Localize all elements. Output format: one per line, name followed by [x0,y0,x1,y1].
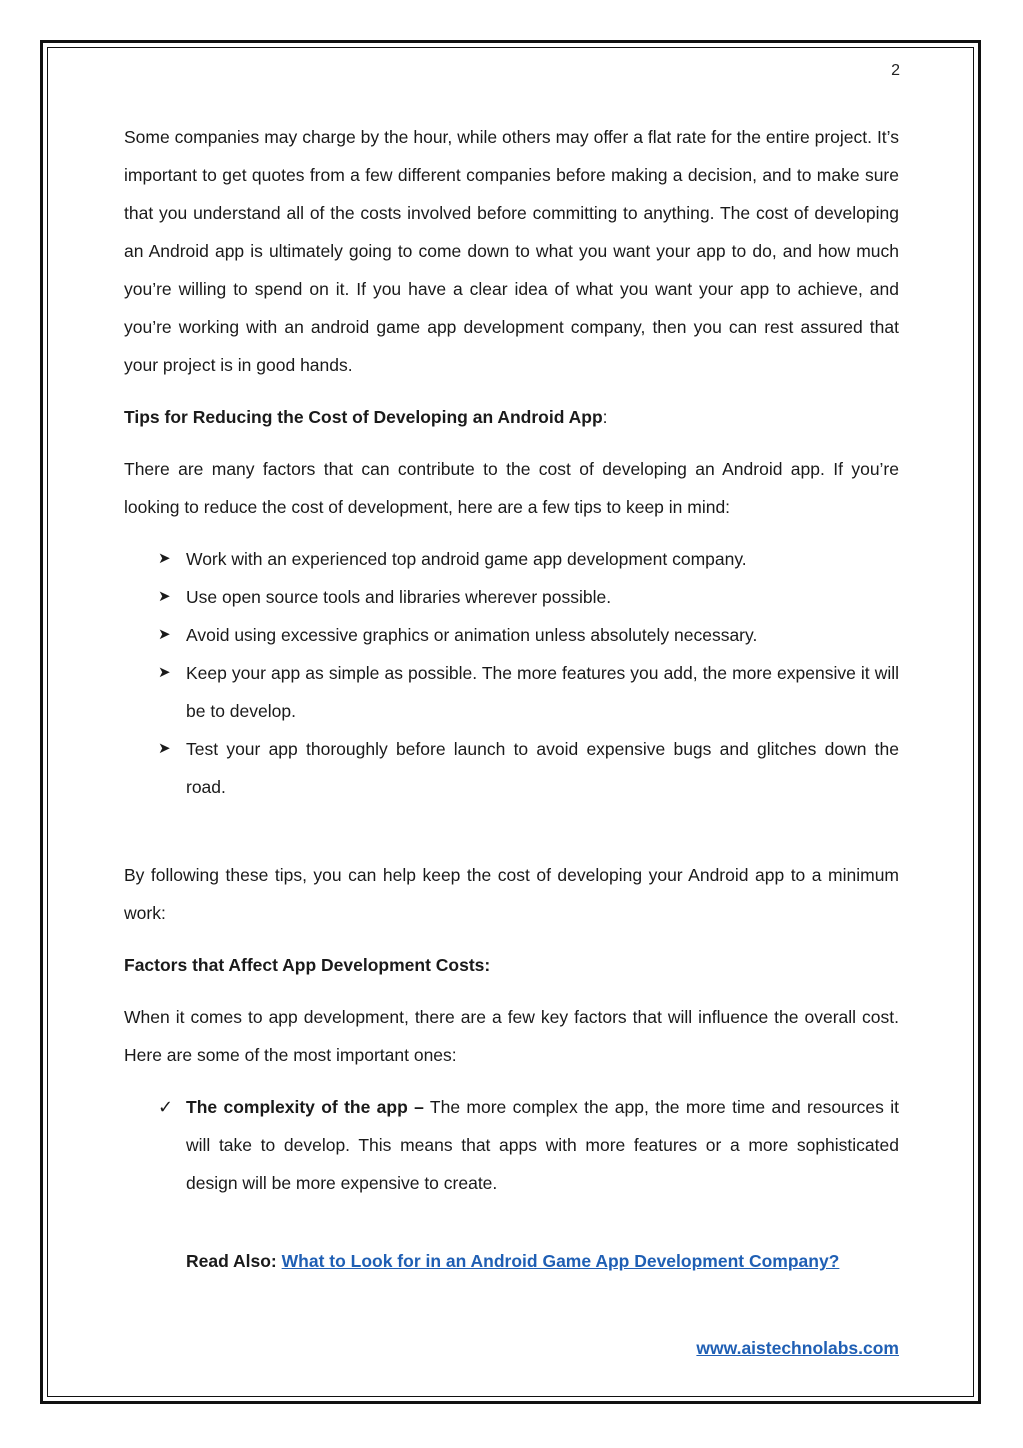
tip-text: Use open source tools and libraries wherever possible. [186,587,612,607]
list-item [124,730,899,806]
factors-heading: Factors that Affect App Development Costs: [124,955,491,975]
read-also-label: Read Also: [186,1251,282,1271]
checkmark-icon: ✓ [158,1097,174,1117]
footer [600,1338,899,1359]
factor-title: The complexity of the app – [186,1097,424,1117]
document-body [124,118,899,1280]
factor-item [124,1088,899,1202]
website-link[interactable]: www.aistechnolabs.com [696,1338,899,1358]
arrow-bullet-icon: ➤ [158,740,171,757]
tip-text: Keep your app as simple as possible. The more features you add, the more expensive it will be to develop. [186,663,899,721]
arrow-bullet-icon: ➤ [158,626,171,643]
tips-conclusion-paragraph: By following these tips, you can help keep the cost of developing your Android app to a minimum work: [124,865,899,923]
arrow-bullet-icon: ➤ [158,550,171,567]
list-item [124,654,899,730]
tips-list [124,540,899,806]
tips-heading-colon: : [602,407,608,427]
read-also-link[interactable]: What to Look for in an Android Game App Development Company? [281,1251,840,1271]
tip-text: Work with an experienced top android game app development company. [186,549,747,569]
tip-text: Avoid using excessive graphics or animation unless absolutely necessary. [186,625,758,645]
list-item [124,540,899,578]
factors-intro-paragraph: When it comes to app development, there are a few key factors that will influence the overall cost. Here are some of the most important ones: [124,1007,899,1065]
list-item [124,616,899,654]
read-also [124,1242,899,1280]
arrow-bullet-icon: ➤ [158,588,171,605]
list-item [124,578,899,616]
intro-paragraph: Some companies may charge by the hour, while others may offer a flat rate for the entire project. It’s important to get quotes from a few different companies before making a decision, and to make sure that you understand all of the costs involved before committing to anything. The cost of developing an Android app is ultimately going to come down to what you want your app to do, and how much you’re willing to spend on it. If you have a clear idea of what you want your app to achieve, and you’re working with an android game app development company, then you can rest assured that your project is in good hands. [124,127,899,375]
tips-heading-text: Tips for Reducing the Cost of Developing an Android App [124,407,603,427]
page-number: 2 [891,62,900,79]
tip-text: Test your app thoroughly before launch to avoid expensive bugs and glitches down the road. [186,739,899,797]
arrow-bullet-icon: ➤ [158,664,171,681]
factor-text: The more complex the app, the more time and resources it will take to develop. This means that apps with more features or a more sophisticated design will be more expensive to create. [186,1097,899,1193]
tips-intro-paragraph: There are many factors that can contribute to the cost of developing an Android app. If you’re looking to reduce the cost of development, here are a few tips to keep in mind: [124,459,899,517]
tips-heading [124,398,899,436]
